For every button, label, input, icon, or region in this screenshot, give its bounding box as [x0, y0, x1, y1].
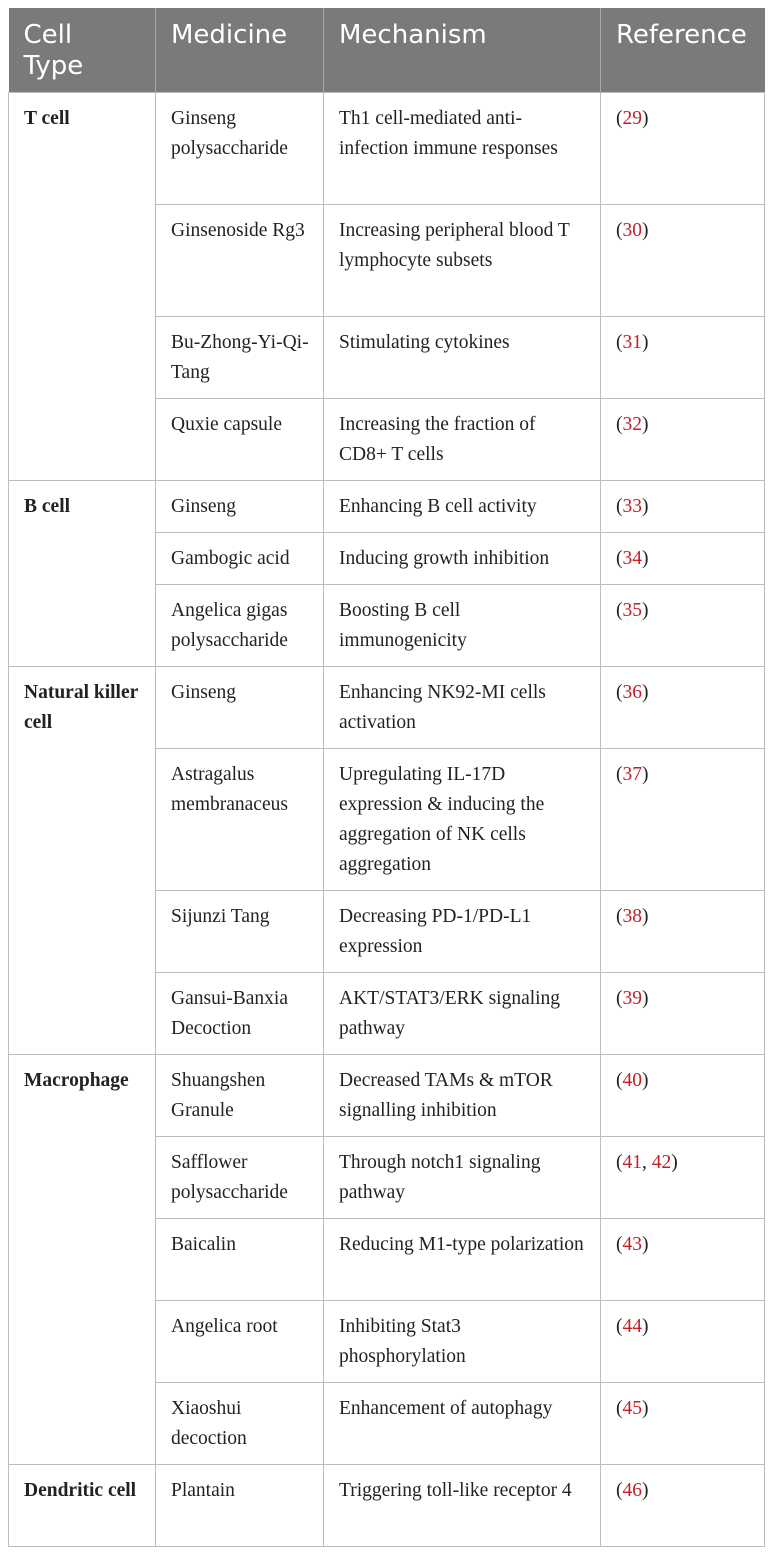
reference-link[interactable]: 36 [622, 682, 642, 703]
medicine-cell: Ginseng [156, 667, 324, 749]
reference-link[interactable]: 44 [622, 1316, 642, 1337]
header-cell-type: Cell Type [9, 8, 156, 93]
header-medicine: Medicine [156, 8, 324, 93]
reference-link[interactable]: 35 [622, 600, 642, 621]
mechanism-cell: Enhancement of autophagy [324, 1383, 601, 1465]
medicine-cell: Ginseng polysaccharide [156, 93, 324, 205]
medicine-cell: Xiaoshui decoction [156, 1383, 324, 1465]
reference-cell: (41, 42) [601, 1137, 765, 1219]
reference-link[interactable]: 30 [622, 220, 642, 241]
medicine-cell: Angelica gigas polysaccharide [156, 585, 324, 667]
medicine-cell: Astragalus membranaceus [156, 749, 324, 891]
mechanism-cell: Enhancing B cell activity [324, 481, 601, 533]
medicine-cell: Sijunzi Tang [156, 891, 324, 973]
reference-cell: (35) [601, 585, 765, 667]
reference-link[interactable]: 45 [622, 1398, 642, 1419]
reference-link[interactable]: 41 [622, 1152, 642, 1173]
mechanism-cell: Reducing M1-type polarization [324, 1219, 601, 1301]
reference-link[interactable]: 46 [622, 1480, 642, 1501]
table-row [9, 1465, 765, 1547]
mechanism-cell: Decreased TAMs & mTOR signalling inhibition [324, 1055, 601, 1137]
medicine-cell: Baicalin [156, 1219, 324, 1301]
mechanism-cell: Enhancing NK92-MI cells activation [324, 667, 601, 749]
reference-link[interactable]: 43 [622, 1234, 642, 1255]
immune-cell-medicine-table [8, 8, 765, 1547]
reference-cell: (31) [601, 317, 765, 399]
table-header [9, 8, 765, 93]
medicine-cell: Angelica root [156, 1301, 324, 1383]
reference-cell: (44) [601, 1301, 765, 1383]
medicine-cell: Ginsenoside Rg3 [156, 205, 324, 317]
mechanism-cell: Increasing the fraction of CD8+ T cells [324, 399, 601, 481]
table-row [9, 667, 765, 749]
medicine-cell: Plantain [156, 1465, 324, 1547]
mechanism-cell: Increasing peripheral blood T lymphocyte subsets [324, 205, 601, 317]
reference-link[interactable]: 39 [622, 988, 642, 1009]
reference-cell: (36) [601, 667, 765, 749]
reference-cell: (37) [601, 749, 765, 891]
mechanism-cell: Decreasing PD-1/PD-L1 expression [324, 891, 601, 973]
cell-type-cell: Macrophage [9, 1055, 156, 1465]
mechanism-cell: Boosting B cell immunogenicity [324, 585, 601, 667]
medicine-cell: Bu-Zhong-Yi-Qi-Tang [156, 317, 324, 399]
mechanism-cell: Triggering toll-like receptor 4 [324, 1465, 601, 1547]
reference-cell: (38) [601, 891, 765, 973]
medicine-cell: Safflower polysaccharide [156, 1137, 324, 1219]
reference-cell: (40) [601, 1055, 765, 1137]
mechanism-cell: Stimulating cytokines [324, 317, 601, 399]
reference-cell: (30) [601, 205, 765, 317]
mechanism-cell: AKT/STAT3/ERK signaling pathway [324, 973, 601, 1055]
reference-cell: (46) [601, 1465, 765, 1547]
table-body [9, 93, 765, 1547]
mechanism-cell: Inducing growth inhibition [324, 533, 601, 585]
reference-link[interactable]: 34 [622, 548, 642, 569]
header-row [9, 8, 765, 93]
medicine-cell: Shuangshen Granule [156, 1055, 324, 1137]
reference-cell: (43) [601, 1219, 765, 1301]
reference-link[interactable]: 32 [622, 414, 642, 435]
medicine-cell: Gansui-Banxia Decoction [156, 973, 324, 1055]
reference-link[interactable]: 42 [651, 1152, 672, 1173]
reference-link[interactable]: 33 [622, 496, 642, 517]
reference-cell: (34) [601, 533, 765, 585]
header-mechanism: Mechanism [324, 8, 601, 93]
cell-type-cell: B cell [9, 481, 156, 667]
reference-cell: (33) [601, 481, 765, 533]
reference-cell: (39) [601, 973, 765, 1055]
cell-type-cell: T cell [9, 93, 156, 481]
table-row [9, 481, 765, 533]
reference-link[interactable]: 29 [622, 108, 642, 129]
mechanism-cell: Inhibiting Stat3 phosphorylation [324, 1301, 601, 1383]
table-row [9, 93, 765, 205]
mechanism-cell: Th1 cell-mediated anti-infection immune responses [324, 93, 601, 205]
reference-link[interactable]: 38 [622, 906, 642, 927]
reference-cell: (45) [601, 1383, 765, 1465]
cell-type-cell: Dendritic cell [9, 1465, 156, 1547]
medicine-cell: Gambogic acid [156, 533, 324, 585]
header-reference: Reference [601, 8, 765, 93]
table-row [9, 1055, 765, 1137]
medicine-cell: Ginseng [156, 481, 324, 533]
mechanism-cell: Upregulating IL-17D expression & inducing the aggregation of NK cells aggregation [324, 749, 601, 891]
reference-link[interactable]: 37 [622, 764, 642, 785]
mechanism-cell: Through notch1 signaling pathway [324, 1137, 601, 1219]
medicine-cell: Quxie capsule [156, 399, 324, 481]
reference-link[interactable]: 31 [622, 332, 642, 353]
reference-cell: (32) [601, 399, 765, 481]
reference-cell: (29) [601, 93, 765, 205]
reference-link[interactable]: 40 [622, 1070, 642, 1091]
cell-type-cell: Natural killer cell [9, 667, 156, 1055]
